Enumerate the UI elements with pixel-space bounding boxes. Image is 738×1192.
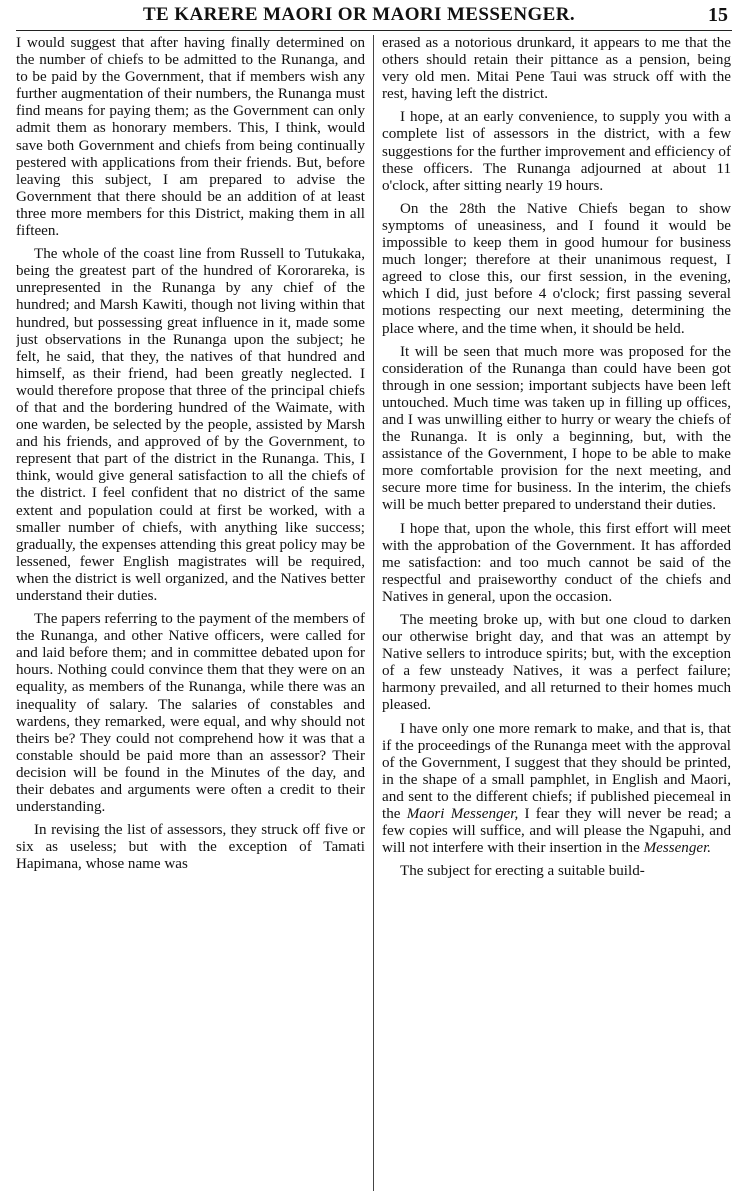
right-column bbox=[374, 35, 731, 1191]
paragraph: In revising the list of assessors, they struck off five or six as useless; but with the exception of Tamati Hapimana, whose name was bbox=[16, 822, 365, 873]
paragraph: The whole of the coast line from Russell to Tutukaka, being the greatest part of the hundred of Kororareka, is unrepresented in the Runanga by any chief of the hundred; and Marsh Kawiti, though not living within that hundred, but possessing great influence in it, made some just observations in the Runanga upon the subject; he felt, he said, that they, the natives of that hundred and himself, as their friend, had been greatly neglected. I would therefore propose that three of the principal chiefs of that and the bordering hundred of the Waimate, with one warden, be selected by the people, assisted by Marsh and his friends, and approved of by the Government, to represent that part of the district in the Runanga. This, I think, would give general satisfaction to all the chiefs of the district. I feel confident that no district of the same extent and population could at first be worked, with a smaller number of chiefs, with anything like success; gradually, the expenses attending this great policy may be lessened, fewer English magistrates will be required, when the district is well organized, and the Natives better understand their duties. bbox=[16, 246, 366, 604]
left-column bbox=[16, 35, 373, 1191]
article-columns bbox=[16, 35, 732, 1191]
publication-name: Maori Messenger, bbox=[406, 806, 519, 823]
publication-name: Messenger. bbox=[643, 840, 712, 857]
paragraph: erased as a notorious drunkard, it appears to me that the others should retain their pittance as a pension, being very old men. Mitai Pene Taui was struck off with the rest, having left the district. bbox=[382, 35, 731, 103]
text-run: I fear they will never be read; a few copies will suffice, and will please the Ngapuhi, and will not interfere with their insertion in the bbox=[382, 806, 731, 857]
paragraph: I hope, at an early convenience, to supply you with a complete list of assessors in the district, with a few suggestions for the further improvement and efficiency of these officers. The Runanga adjourned at about 11 o'clock, after sitting nearly 19 hours. bbox=[382, 109, 731, 194]
paragraph: I would suggest that after having finally determined on the number of chiefs to be admitted to the Runanga, and to be paid by the Government, that if members wish any further augmentation of their numbers, the Runanga must find means for paying them; as the Government can only admit them as honorary members. This, I think, would save both Government and chiefs from being continually pestered with applications from their friends. But, before leaving this subject, I am prepared to advise the Government that there should be an addition of at least three more members for this District, making them in all fifteen. bbox=[16, 35, 365, 240]
paragraph bbox=[382, 721, 731, 858]
page-number: 15 bbox=[708, 4, 728, 26]
text-run: I have only one more remark to make, and that is, that if the proceedings of the Runanga meet with the approval of the Government, I suggest that they should be printed, in the shape of a small pamphlet, in English and Maori, and sent to the different chiefs; if published piecemeal in the bbox=[382, 720, 731, 823]
paragraph: The subject for erecting a suitable build- bbox=[400, 863, 645, 880]
paragraph: The papers referring to the payment of the members of the Runanga, and other Native officers, were called for and laid before them; and in committee debated upon for hours. Nothing could convince them that they were on an equality, as members of the Runanga, while there was an inequality of salary. The salaries of constables and wardens, they remarked, were equal, and why should not theirs be? They could not comprehend how it was that a constable should be paid more than an assessor? Their decision will be found in the Minutes of the day, and their debates and arguments were often a credit to their understanding. bbox=[16, 611, 365, 816]
paragraph: I hope that, upon the whole, this first effort will meet with the approbation of the Government. It has afforded me satisfaction: and too much cannot be said of the respectful and praiseworthy conduct of the chiefs and Natives in general, upon the occasion. bbox=[382, 520, 731, 605]
newspaper-title: TE KARERE MAORI OR MAORI MESSENGER. bbox=[142, 4, 576, 25]
page-header bbox=[16, 0, 732, 31]
paragraph: On the 28th the Native Chiefs began to show symptoms of uneasiness, and I found it would be impossible to keep them in good humour for business much longer; therefore at their unanimous request, I agreed to close this, our first session, in the evening, which I did, just before 4 o'clock; first passing several motions respecting our next meeting, determining the place where, and the time when, it should be held. bbox=[382, 200, 731, 337]
paragraph: It will be seen that much more was proposed for the consideration of the Runanga than could have been got through in one session; important subjects have been left untouched. Much time was taken up in filling up offices, and I was unwilling either to hurry or weary the chiefs of the Runanga. It is only a beginning, but, with the assistance of the Government, I hope to be able to make more comfortable provision for the next meeting, and secure more time for business. In the interim, the chiefs will be much better prepared to understand their duties. bbox=[382, 343, 731, 514]
paragraph: The meeting broke up, with but one cloud to darken our otherwise bright day, and that was an attempt by Native sellers to introduce spirits; but, with the exception of a few unsteady Natives, it was a perfect failure; harmony prevailed, and all returned to their homes much pleased. bbox=[382, 612, 731, 714]
